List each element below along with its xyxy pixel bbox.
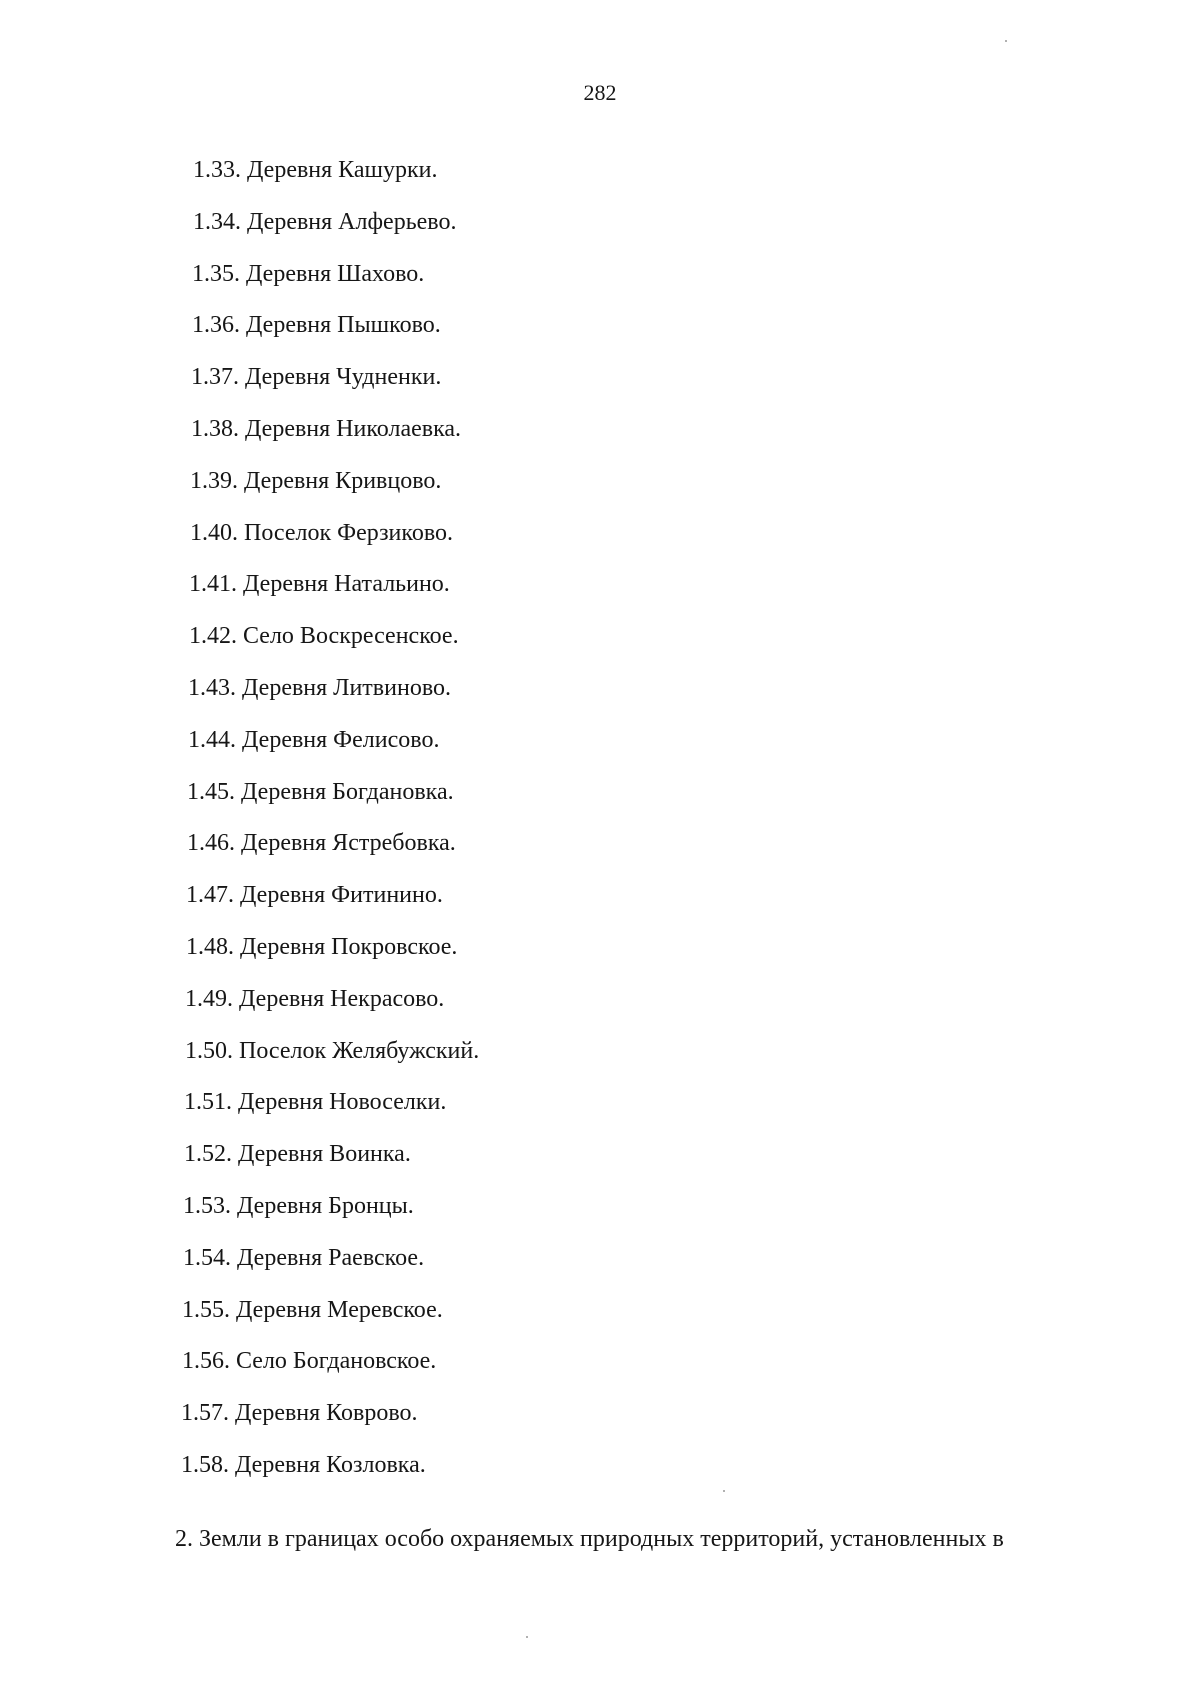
list-item: 1.42. Село Воскресенское. (189, 623, 459, 650)
list-item: 1.35. Деревня Шахово. (192, 260, 425, 287)
list-item: 1.56. Село Богдановское. (182, 1348, 437, 1375)
list-item: 1.51. Деревня Новоселки. (184, 1089, 447, 1116)
list-item: 1.38. Деревня Николаевка. (191, 415, 462, 442)
list-item: 1.54. Деревня Раевское. (183, 1244, 425, 1271)
list-item: 1.50. Поселок Желябужский. (185, 1037, 480, 1064)
list-item: 1.43. Деревня Литвиново. (188, 674, 451, 701)
list-item: 1.39. Деревня Кривцово. (190, 467, 442, 494)
page-number: 282 (583, 80, 617, 105)
list-item: 1.33. Деревня Кашурки. (193, 157, 438, 183)
list-item: 1.58. Деревня Козловка. (181, 1451, 426, 1478)
section-2-paragraph: 2. Земли в границах особо охраняемых природных территорий, установленных в (175, 1526, 1004, 1552)
scan-speck (1005, 40, 1007, 42)
list-item: 1.55. Деревня Меревское. (182, 1296, 443, 1323)
list-item: 1.37. Деревня Чудненки. (191, 364, 442, 391)
list-item: 1.46. Деревня Ястребовка. (187, 830, 456, 857)
list-item: 1.53. Деревня Бронцы. (183, 1192, 414, 1219)
settlement-list (0, 155, 1200, 1502)
list-item: 1.52. Деревня Воинка. (184, 1141, 411, 1168)
list-item: 1.49. Деревня Некрасово. (185, 985, 445, 1012)
list-item: 1.34. Деревня Алферьево. (193, 208, 457, 235)
scan-speck (526, 1636, 528, 1638)
list-item: 1.36. Деревня Пышково. (192, 312, 441, 339)
list-item: 1.57. Деревня Коврово. (181, 1400, 418, 1427)
scan-speck (723, 1490, 725, 1492)
list-item: 1.45. Деревня Богдановка. (187, 778, 454, 805)
list-item: 1.47. Деревня Фитинино. (186, 882, 443, 909)
list-item: 1.40. Поселок Ферзиково. (190, 519, 454, 546)
list-item: 1.41. Деревня Натальино. (189, 571, 450, 598)
list-item: 1.44. Деревня Фелисово. (188, 726, 440, 753)
list-item: 1.48. Деревня Покровское. (186, 933, 458, 960)
